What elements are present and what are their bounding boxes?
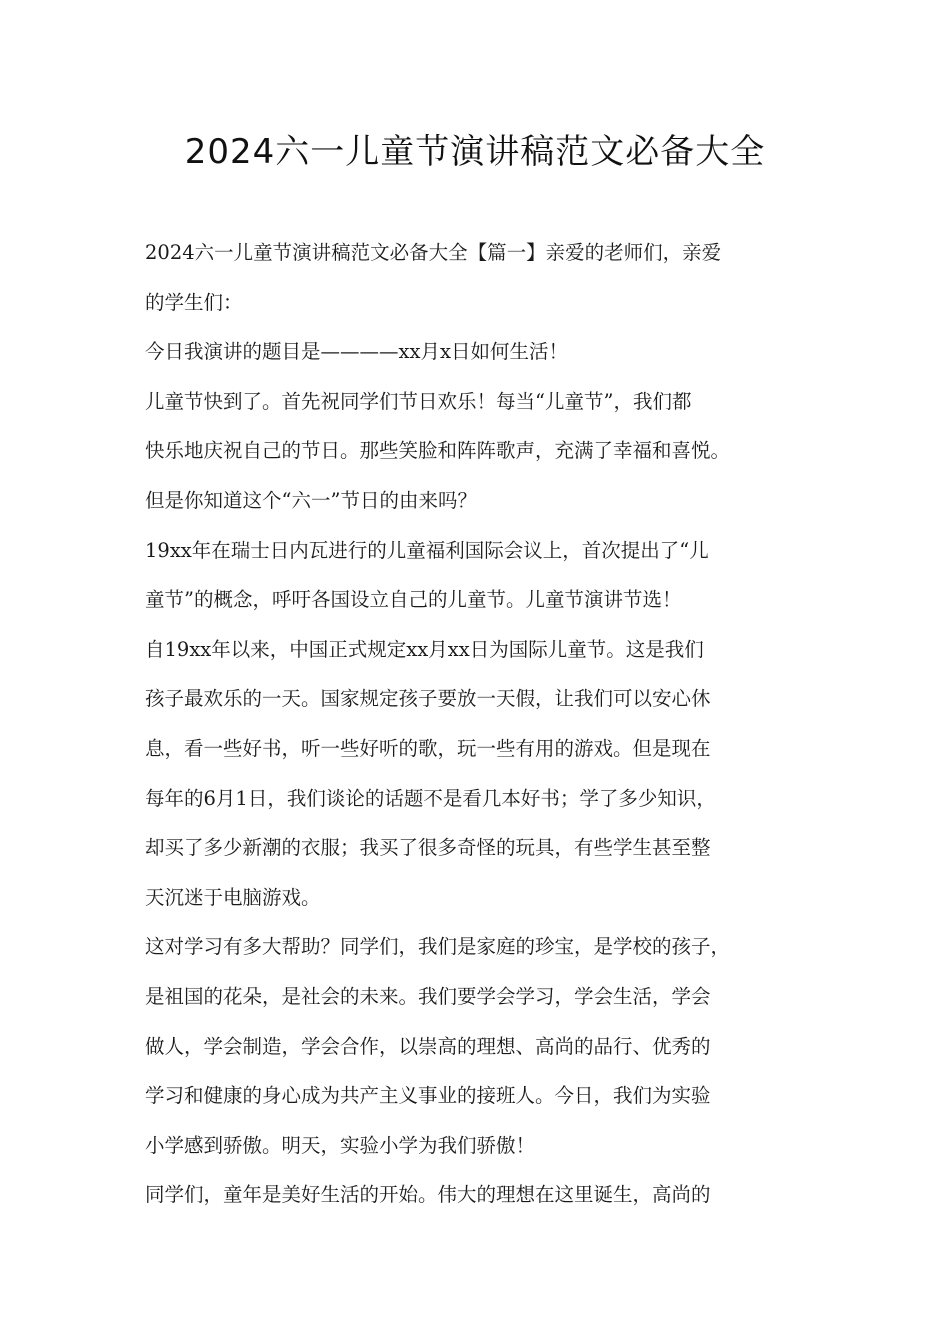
body-line: 天沉迷于电脑游戏。 <box>145 885 321 909</box>
body-line: 快乐地庆祝自己的节日。那些笑脸和阵阵歌声，充满了幸福和喜悦。 <box>145 439 731 463</box>
body-line: 2024六一儿童节演讲稿范文必备大全【篇一】亲爱的老师们，亲爱 <box>145 241 722 264</box>
body-line: 今日我演讲的题目是————xx月x日如何生活！ <box>145 340 568 364</box>
body-line: 小学感到骄傲。明天，实验小学为我们骄傲！ <box>145 1133 536 1157</box>
body-line: 息，看一些好书，听一些好听的歌，玩一些有用的游戏。但是现在 <box>145 736 711 760</box>
body-line: 儿童节快到了。首先祝同学们节日欢乐！每当“儿童节”，我们都 <box>145 389 692 413</box>
body-line: 做人，学会制造，学会合作，以崇高的理想、高尚的品行、优秀的 <box>145 1034 711 1058</box>
document-title: 2024六一儿童节演讲稿范文必备大全 <box>184 132 766 172</box>
body-line: 但是你知道这个“六一”节日的由来吗？ <box>145 488 477 512</box>
body-line: 学习和健康的身心成为共产主义事业的接班人。今日，我们为实验 <box>145 1084 711 1108</box>
body-line: 孩子最欢乐的一天。国家规定孩子要放一天假，让我们可以安心休 <box>145 687 711 711</box>
document-body <box>145 228 810 1220</box>
body-line: 自19xx年以来，中国正式规定xx月xx日为国际儿童节。这是我们 <box>145 637 704 661</box>
body-line: 是祖国的花朵，是社会的未来。我们要学会学习，学会生活，学会 <box>145 984 711 1008</box>
body-line: 每年的6月1日，我们谈论的话题不是看几本好书；学了多少知识， <box>145 786 716 810</box>
body-line: 的学生们： <box>145 290 243 314</box>
body-line: 却买了多少新潮的衣服；我买了很多奇怪的玩具，有些学生甚至整 <box>145 836 711 860</box>
body-line: 同学们，童年是美好生活的开始。伟大的理想在这里诞生，高尚的 <box>145 1183 711 1207</box>
body-line: 童节”的概念，呼吁各国设立自己的儿童节。儿童节演讲节选！ <box>145 588 682 612</box>
body-line: 19xx年在瑞士日内瓦进行的儿童福利国际会议上，首次提出了“儿 <box>145 538 709 562</box>
body-line: 这对学习有多大帮助？同学们，我们是家庭的珍宝，是学校的孩子， <box>145 935 731 959</box>
